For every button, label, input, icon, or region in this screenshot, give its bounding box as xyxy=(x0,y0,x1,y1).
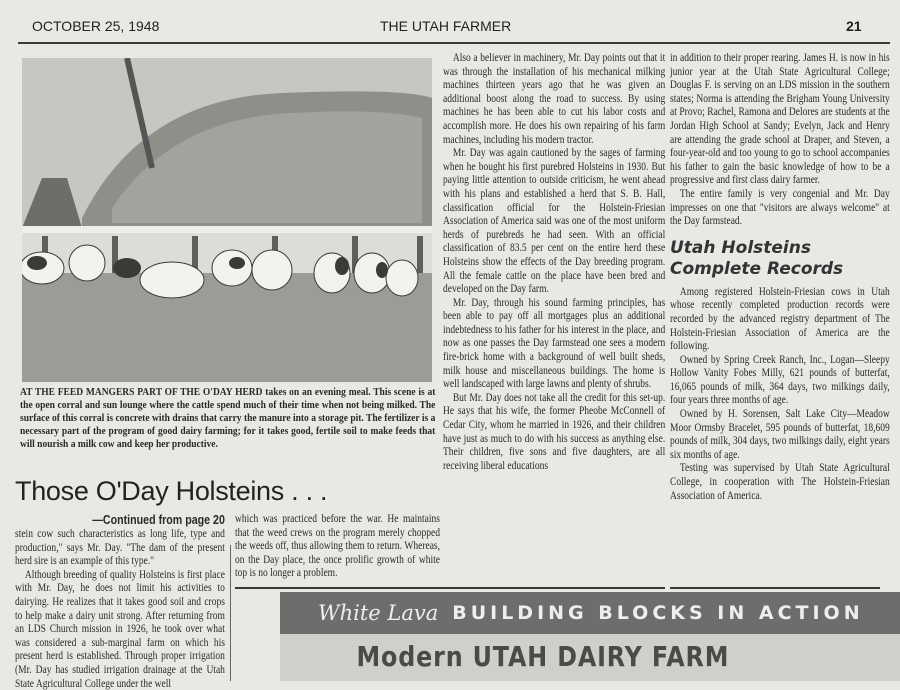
issue-date: OCTOBER 25, 1948 xyxy=(32,18,160,34)
paragraph: in addition to their proper rearing. James H. is now in his junior year at the Utah State Agricultural College; Douglas F. is serving on an LDS mission in the southern states; Norma is attending the Brigham Young University at Provo; Rachel, Ramona and Delores are students at the Jordan High School at Sandy; Evelyn, Jack and Henry are attending the grade school at Draper, and Steven, a four-year-old and too young to go to school accompanies his father to gain the basic knowledge of how to be a progressive and first class dairy farmer. xyxy=(670,51,890,187)
sidebar-headline-line1: Utah Holsteins xyxy=(670,237,811,258)
article-column-4 xyxy=(670,51,890,502)
paragraph: Owned by H. Sorensen, Salt Lake City—Meadow Moor Ormsby Bracelet, 595 pounds of butterfat, 18,609 pounds of milk, 304 days, two milkings daily, eight years six months of age. xyxy=(670,407,890,461)
advertisement xyxy=(280,592,900,681)
paragraph: Also a believer in machinery, Mr. Day points out that it was through the installation of his mechanical milking machines thirteen years ago that he was given an additional boost along the road to success. By using machines he has been able to cut his labor costs and accomplish more. He does his own repairing of his farm machines, including his modern tractor. xyxy=(443,51,666,146)
ad-title: Modern UTAH DAIRY FARM xyxy=(356,640,730,673)
ad-banner xyxy=(280,592,900,634)
paragraph: Testing was supervised by Utah State Agricultural College, in cooperation with The Holstein-Friesian Association of America. xyxy=(670,461,890,502)
paragraph: Owned by Spring Creek Ranch, Inc., Logan—Sleepy Hollow Vanity Fobes Milly, 621 pounds of butterfat, 16,065 pounds of milk, 364 days, two milkings daily, four years three months of age. xyxy=(670,352,890,407)
column-divider xyxy=(230,545,231,681)
paragraph: which was practiced before the war. He maintains that the weed crews on the program merely chopped the weeds off, thus allowing them to return. Whereas, on the Day place, the once prolific growth of white top is no longer a problem. xyxy=(235,512,440,580)
column-4-body xyxy=(670,51,890,228)
herd-photo xyxy=(22,58,432,382)
page-number: 21 xyxy=(846,18,862,34)
ad-brand: White Lava xyxy=(318,601,439,625)
section-rule xyxy=(670,587,880,589)
section-rule xyxy=(235,587,665,589)
article-column-1 xyxy=(15,512,225,690)
continued-note: —Continued from page 20 xyxy=(92,512,225,527)
ad-tagline: BUILDING BLOCKS IN ACTION xyxy=(452,602,864,624)
paragraph: Although breeding of quality Holsteins is first place with Mr. Day, he does not limit his activities to dairying. He realizes that it takes good soil and crops to help make a dairy unit strong. After returning from an LDS Church mission in 1926, he took over what was considered a sub-marginal farm on which his present herd is established. Through proper irrigation (Mr. Day has studied irrigation drainage at the Utah State Agricultural College under the well xyxy=(15,567,225,690)
sidebar-headline-line2: Complete Records xyxy=(670,258,844,279)
publication-name: THE UTAH FARMER xyxy=(380,18,512,34)
paragraph: stein cow such characteristics as long life, type and production," says Mr. Day. "The dam of the present herd sire is an example of this type." xyxy=(15,527,225,568)
paragraph: But Mr. Day does not take all the credit for this set-up. He says that his wife, the former Pheobe McConnell of Cedar City, whom he married in 1926, and their children have just as much to do with his success as anything else. Their children, five sons and five daughters, are all receiving liberal educations xyxy=(443,390,666,472)
article-column-3 xyxy=(443,51,665,472)
article-headline: Those O'Day Holsteins . . . xyxy=(15,476,328,506)
paragraph: Among registered Holstein-Friesian cows in Utah whose recently completed production records were recorded by the advanced registry department of The Holstein-Friesian Association of America are the following. xyxy=(670,284,890,353)
paragraph: Mr. Day was again cautioned by the sages of farming when he bought his first purebred Holsteins in 1930. But paying little attention to outside criticism, he went ahead with his plans and established a herd that S. B. Hall, classification official for the Holstein-Friesian Association of America said was one of the most uniform herds of purebreds he had seen. With an official classification of 83.5 per cent on the entire herd these Holsteins show the effects of the Day breeding program. All the female cattle on the place have been bred and developed on the Day farm. xyxy=(443,146,666,296)
paragraph: The entire family is very congenial and Mr. Day impresses on one that "visitors are always welcome" at the Day farmstead. xyxy=(670,186,890,228)
paragraph: Mr. Day, through his sound farming principles, has been able to pay off all mortgages plus an additional indebtedness to his father for his interest in the place, and now as one passes the Day farmstead one sees a modern fire-brick home with a background of well built sheds, milk house and miscellaneous buildings. The home is well landscaped with large lawns and plenty of shrubs. xyxy=(443,295,666,391)
header-rule xyxy=(18,42,890,44)
photo-caption: AT THE FEED MANGERS PART OF THE O'DAY HERD takes on an evening meal. This scene is at the open corral and sun lounge where the cattle spend much of their time when not being milked. The surface of this corral is concrete with drains that carry the manure into a storage pit. The fertilizer is a necessary part of the program of good dairy farming; for it takes good, fertile soil to make feeds that will nourish a milk cow and keep her productive. xyxy=(20,386,436,450)
article-column-2 xyxy=(235,512,440,580)
sidebar-body xyxy=(670,285,890,503)
